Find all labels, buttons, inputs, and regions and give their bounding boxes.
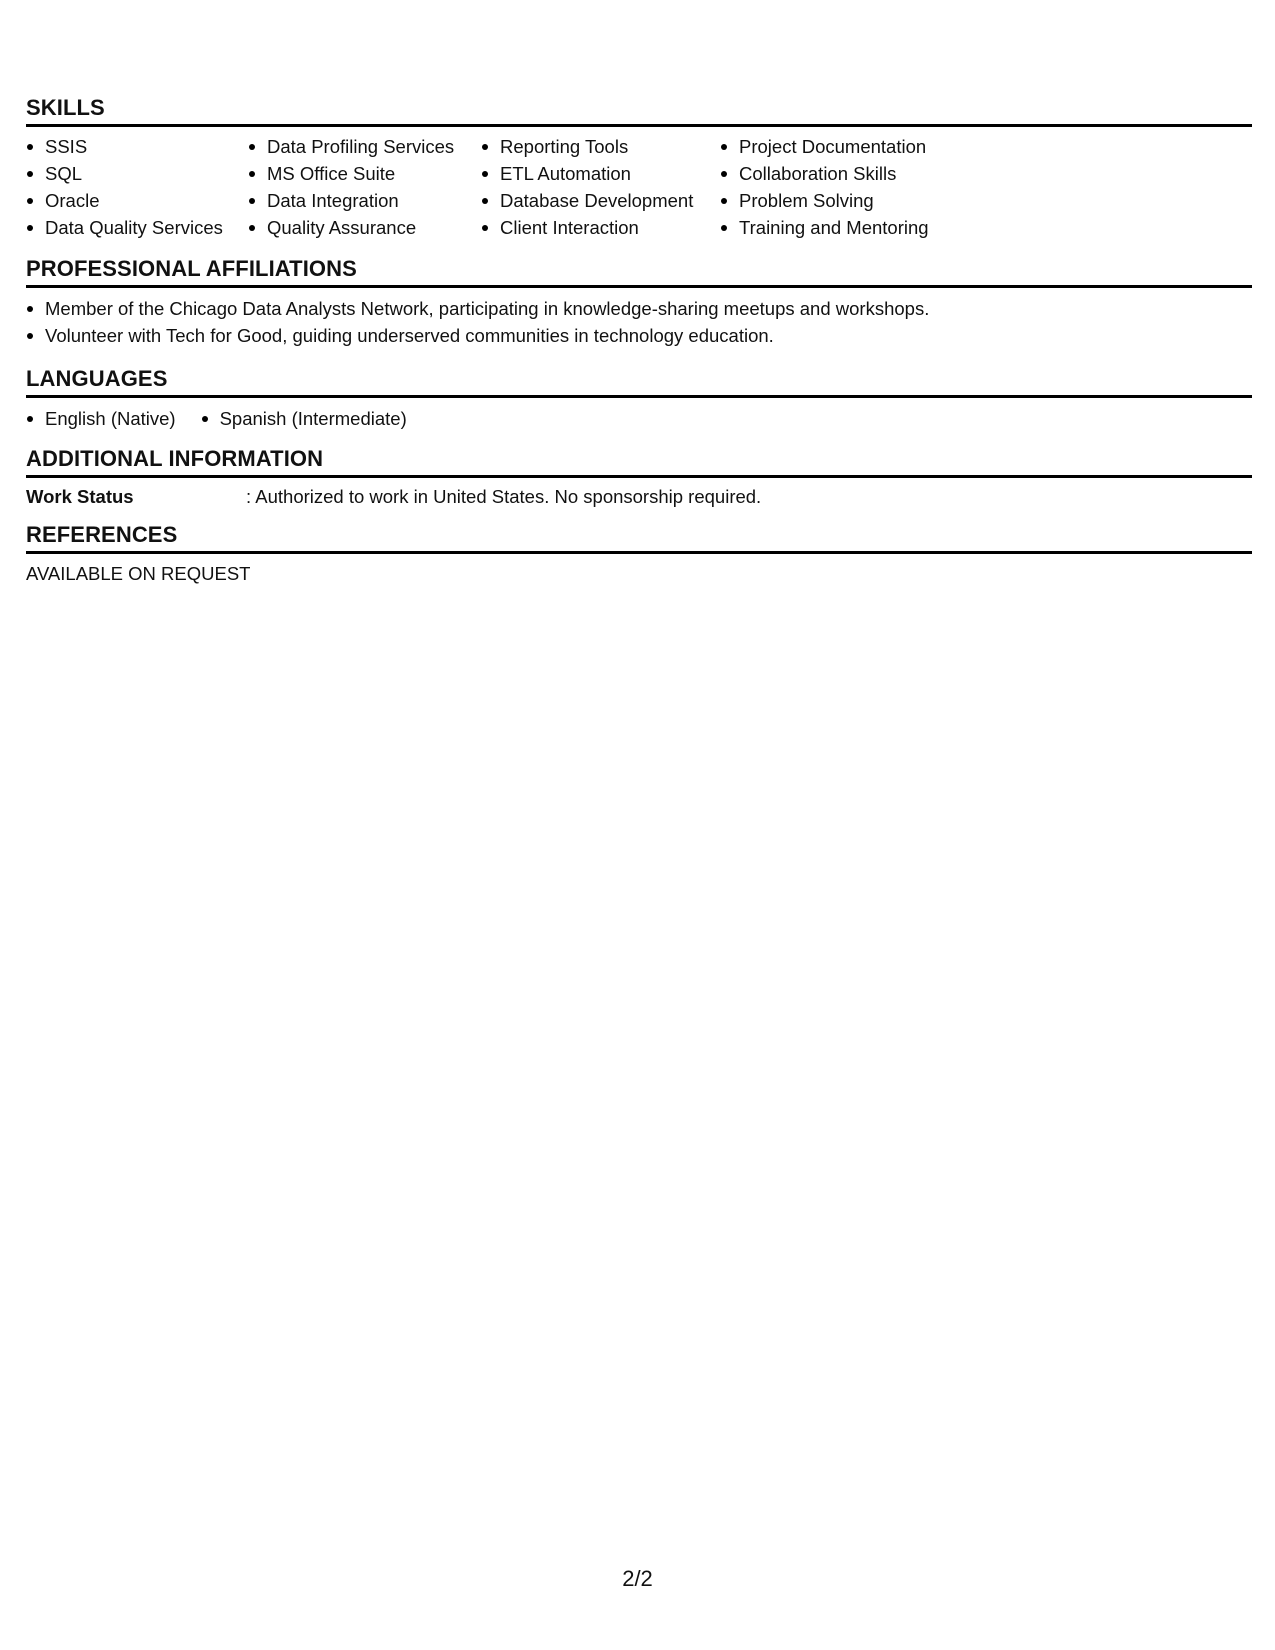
skill-item: ETL Automation xyxy=(481,160,720,187)
language-item: Spanish (Intermediate) xyxy=(201,405,407,432)
skills-section xyxy=(26,94,1252,241)
skill-item: Data Integration xyxy=(248,187,481,214)
additional-info-section xyxy=(26,445,1252,510)
work-status-value: : Authorized to work in United States. No sponsorship required. xyxy=(246,486,762,507)
skill-item: Client Interaction xyxy=(481,214,720,241)
skill-item: Data Profiling Services xyxy=(248,133,481,160)
skills-column-2 xyxy=(248,133,481,241)
skill-item: Collaboration Skills xyxy=(720,160,970,187)
work-status-label: Work Status xyxy=(26,486,134,507)
language-item: English (Native) xyxy=(26,405,176,432)
references-text: AVAILABLE ON REQUEST xyxy=(26,563,251,584)
skill-item: Quality Assurance xyxy=(248,214,481,241)
work-status-row xyxy=(26,478,1252,510)
skill-item: Problem Solving xyxy=(720,187,970,214)
references-heading: REFERENCES xyxy=(26,521,1252,554)
affiliation-item: Volunteer with Tech for Good, guiding underserved communities in technology education. xyxy=(26,322,1252,349)
references-section xyxy=(26,521,1252,587)
languages-section xyxy=(26,365,1252,432)
skills-column-3 xyxy=(481,133,720,241)
skill-item: SQL xyxy=(26,160,248,187)
languages-list xyxy=(26,398,1252,432)
skill-item: MS Office Suite xyxy=(248,160,481,187)
page-number: 2/2 xyxy=(622,1566,653,1591)
affiliations-section xyxy=(26,255,1252,349)
additional-info-heading: ADDITIONAL INFORMATION xyxy=(26,445,1252,478)
affiliation-item: Member of the Chicago Data Analysts Network, participating in knowledge-sharing meetups and workshops. xyxy=(26,295,1252,322)
skills-heading: SKILLS xyxy=(26,94,1252,127)
languages-heading: LANGUAGES xyxy=(26,365,1252,398)
skills-column-4 xyxy=(720,133,970,241)
skill-item: Oracle xyxy=(26,187,248,214)
skill-item: Project Documentation xyxy=(720,133,970,160)
skill-item: Data Quality Services xyxy=(26,214,248,241)
skills-column-1 xyxy=(26,133,248,241)
skill-item: Training and Mentoring xyxy=(720,214,970,241)
skills-grid xyxy=(26,127,1252,241)
skill-item: Database Development xyxy=(481,187,720,214)
affiliations-list xyxy=(26,288,1252,349)
resume-page xyxy=(26,94,1252,587)
skill-item: Reporting Tools xyxy=(481,133,720,160)
affiliations-heading: PROFESSIONAL AFFILIATIONS xyxy=(26,255,1252,288)
skill-item: SSIS xyxy=(26,133,248,160)
